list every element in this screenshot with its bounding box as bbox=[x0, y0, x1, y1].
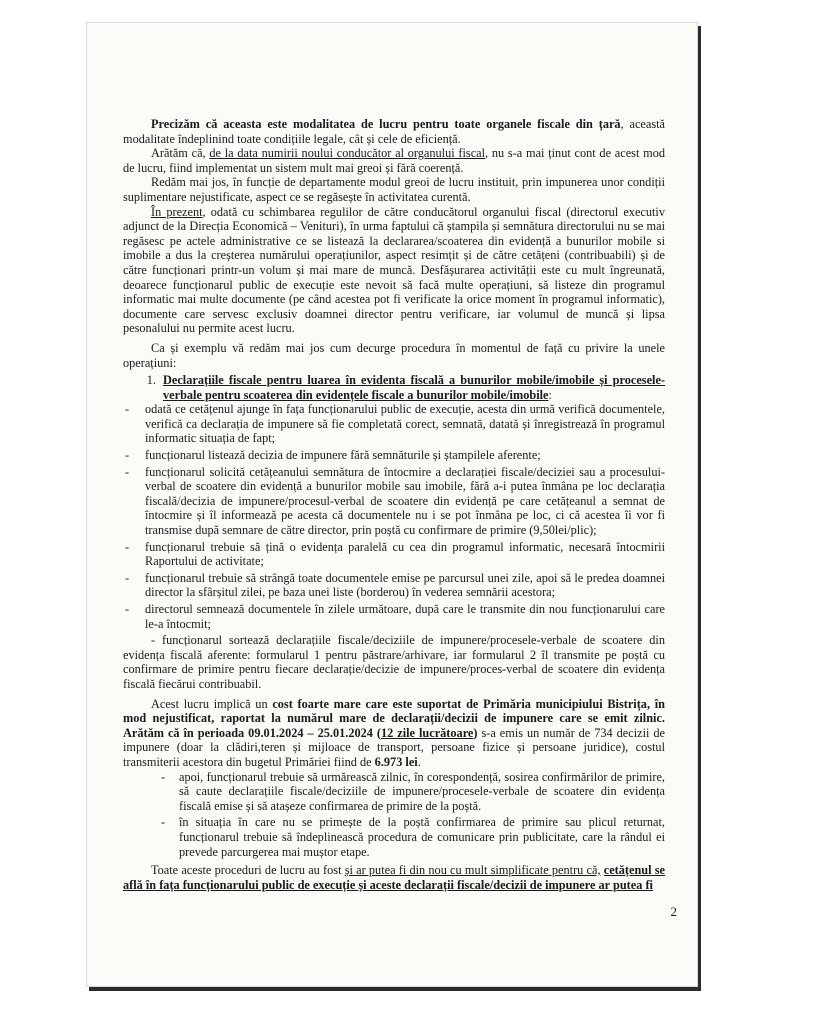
bold-underlined-text: 12 zile lucrătoare bbox=[381, 725, 474, 740]
paragraph-text: , această modalitate îndeplinind toate condițiile legale, cât și cele de eficiență. bbox=[123, 117, 665, 146]
paragraph-text: Arătăm că, bbox=[151, 146, 210, 161]
list-item: - odată ce cetățenul ajunge în fața funcționarului public de execuție, acesta din urmă verifică documentele, verifică ca declarația de impunere să fie completată corect, semnată, datată și înregistrează în programul informatic situația de fapt; bbox=[145, 402, 665, 446]
paragraph-cost bbox=[123, 697, 665, 770]
paragraph-text: Acest lucru implică un bbox=[151, 696, 273, 711]
bold-text: ) bbox=[473, 725, 478, 740]
paragraph-text: , odată cu schimbarea regulilor de către conducătorul organului fiscal (directorul executiv adjunct de la Direcția Economică – Venituri), în urma faptului că ștampila și semnătura directorului nu se mai regăsesc pe actele administrative ce se listează la declararea/scoaterea din evidență a bunurilor mobile si imobile a dus la creșterea numărului operațiunilor, aspect resimțit și de către cetățeni (contribuabili) și de către funcționari printr-un volum și mai mare de muncă. Desfășurarea activității este cu mult îngreunată, deoarece funcționarul public de execuție este nevoit să facă multe operațiuni, să listeze din programul informatic mai multe documente (pe când acestea pot fi verificate la orice moment în programul informatic), documente care servesc exclusiv doamnei director pentru verificare, iar volumul de muncă și lipsa pesonalului nu permite acest lucru. bbox=[123, 204, 666, 336]
paragraph-text: . bbox=[417, 754, 421, 769]
list-item: - directorul semnează documentele în zilele următoare, după care le transmite din nou funcționarului care le-a întocmit; bbox=[145, 602, 665, 631]
paragraph-exemplu: Ca și exemplu vă redăm mai jos cum decurge procedura în momentul de față cu privire la unele operațiuni: bbox=[123, 340, 665, 370]
list-item: - apoi, funcționarul trebuie să urmărească zilnic, în corespondență, sosirea confirmărilor de primire, să caute declarațiile fiscale/deciziile de impunere/procesele-verbale de scoatere din evidența fiscală emise și să atașeze confirmarea de primire de la poștă. bbox=[179, 770, 665, 814]
bold-statement: Precizăm că aceasta este modalitatea de lucru pentru toate organele fiscale din țară bbox=[151, 117, 621, 131]
bold-text: cost foarte mare care este suportat de Primăria municipiului Bistrița, în mod nejustificat, raportat la numărul mare de declarații/decizii de impunere care se emit zilnic. Arătăm că în perioada 09.01.2024 – 25.01.2024 ( bbox=[123, 696, 665, 740]
paragraph-in-prezent bbox=[123, 205, 665, 336]
paragraph-text: , nu s-a mai ținut cont de acest mod de lucru, fiind implementat un sistem mult mai greoi și fără coerență. bbox=[123, 146, 665, 175]
paragraph-precizam bbox=[123, 117, 665, 146]
procedure-list bbox=[123, 373, 665, 402]
list-item: - funcționarul trebuie să strângă toate documentele emise pe parcursul unei zile, apoi să le predea doamnei director la sfârșitul zilei, pe baza unei liste (borderou) în vederea semnării acestora; bbox=[145, 571, 665, 600]
list-item: - în situația în care nu se primește de la poștă confirmarea de primire sau plicul returnat, funcționarul trebuie să îndeplinească procedura de comunicare prin publicitate, care la rândul ei prevede parcurgerea mai muștor etape. bbox=[179, 815, 665, 859]
paragraph-sorteaza: - funcționarul sortează declarațiile fiscale/deciziile de impunere/procesele-verbale de scoatere din evidența fiscală aferente: formularul 1 pentru păstrare/arhivare, iar formularul 2 îl transmite pe poștă cu confirmare de primire pentru fiecare declarație/decizie de impunere/proces-verbal de scoatere din evidența fiscală fiecărui contribuabil. bbox=[123, 633, 665, 691]
paragraph-text: s-a emis un număr de 734 decizii de impunere (doar la clădiri,teren și mijloace de transport, persoane fizice și persoane juridice), costul transmiterii acestora din bugetul Primăriei fiind de bbox=[123, 725, 665, 769]
document-body bbox=[123, 117, 665, 892]
list-item: - funcționarul trebuie să țină o evidența paralelă cu cea din programul informatic, necesară întocmirii Raportului de activitate; bbox=[145, 540, 665, 569]
underlined-text: În prezent bbox=[151, 204, 203, 219]
list-item: - funcționarul listează decizia de impunere fără semnăturile și ștampilele aferente; bbox=[145, 448, 665, 463]
document-page bbox=[86, 22, 698, 987]
procedure-item-1 bbox=[159, 373, 665, 402]
paragraph-redam: Redăm mai jos, în funcție de departamente modul greoi de lucru instituit, prin impunerea unor condiții suplimentare nejustificate, aspect ce se regăsește în activitatea curentă. bbox=[123, 175, 665, 204]
paragraph-aratam bbox=[123, 146, 665, 175]
procedure-steps bbox=[123, 402, 665, 631]
cost-amount: 6.973 lei bbox=[374, 754, 418, 769]
underlined-text: și ar putea fi din nou cu mult simplificate pentru că, bbox=[344, 863, 601, 878]
list-item: - funcționarul solicită cetățeanului semnătura de întocmire a declarației fiscale/deciziei sau a procesului-verbal de scoatere din evidență a bunurilor mobile sau imobile, fără a-i putea înmâna pe loc declarația fiscală/decizia de impunere/procesul-verbal de scoatere din evidență pe care cetățeanul a semnat de întocmire și îl informează pe acesta că documentele nu i se pot înmâna pe loc, ci că acestea îi vor fi transmise după semnare de către director, prin poștă cu confirmare de primire (9,50lei/plic); bbox=[145, 465, 665, 538]
page-number: 2 bbox=[670, 904, 677, 919]
colon: : bbox=[548, 387, 552, 402]
paragraph-toate bbox=[123, 863, 665, 892]
bold-underlined-text: cetățenul se află în fața funcționarului public de execuție și aceste declarații fiscale/decizii de impunere ar putea fi bbox=[123, 863, 666, 892]
followup-steps bbox=[123, 770, 665, 860]
paragraph-text: Toate aceste proceduri de lucru au fost bbox=[151, 863, 345, 878]
underlined-text: de la data numirii noului conducător al organului fiscal bbox=[209, 146, 486, 161]
procedure-heading: Declarațiile fiscale pentru luarea în evidenta fiscală a bunurilor mobile/imobile și procesele-verbale pentru scoaterea din evidențele fiscale a bunurilor mobile/imobile bbox=[163, 373, 665, 402]
